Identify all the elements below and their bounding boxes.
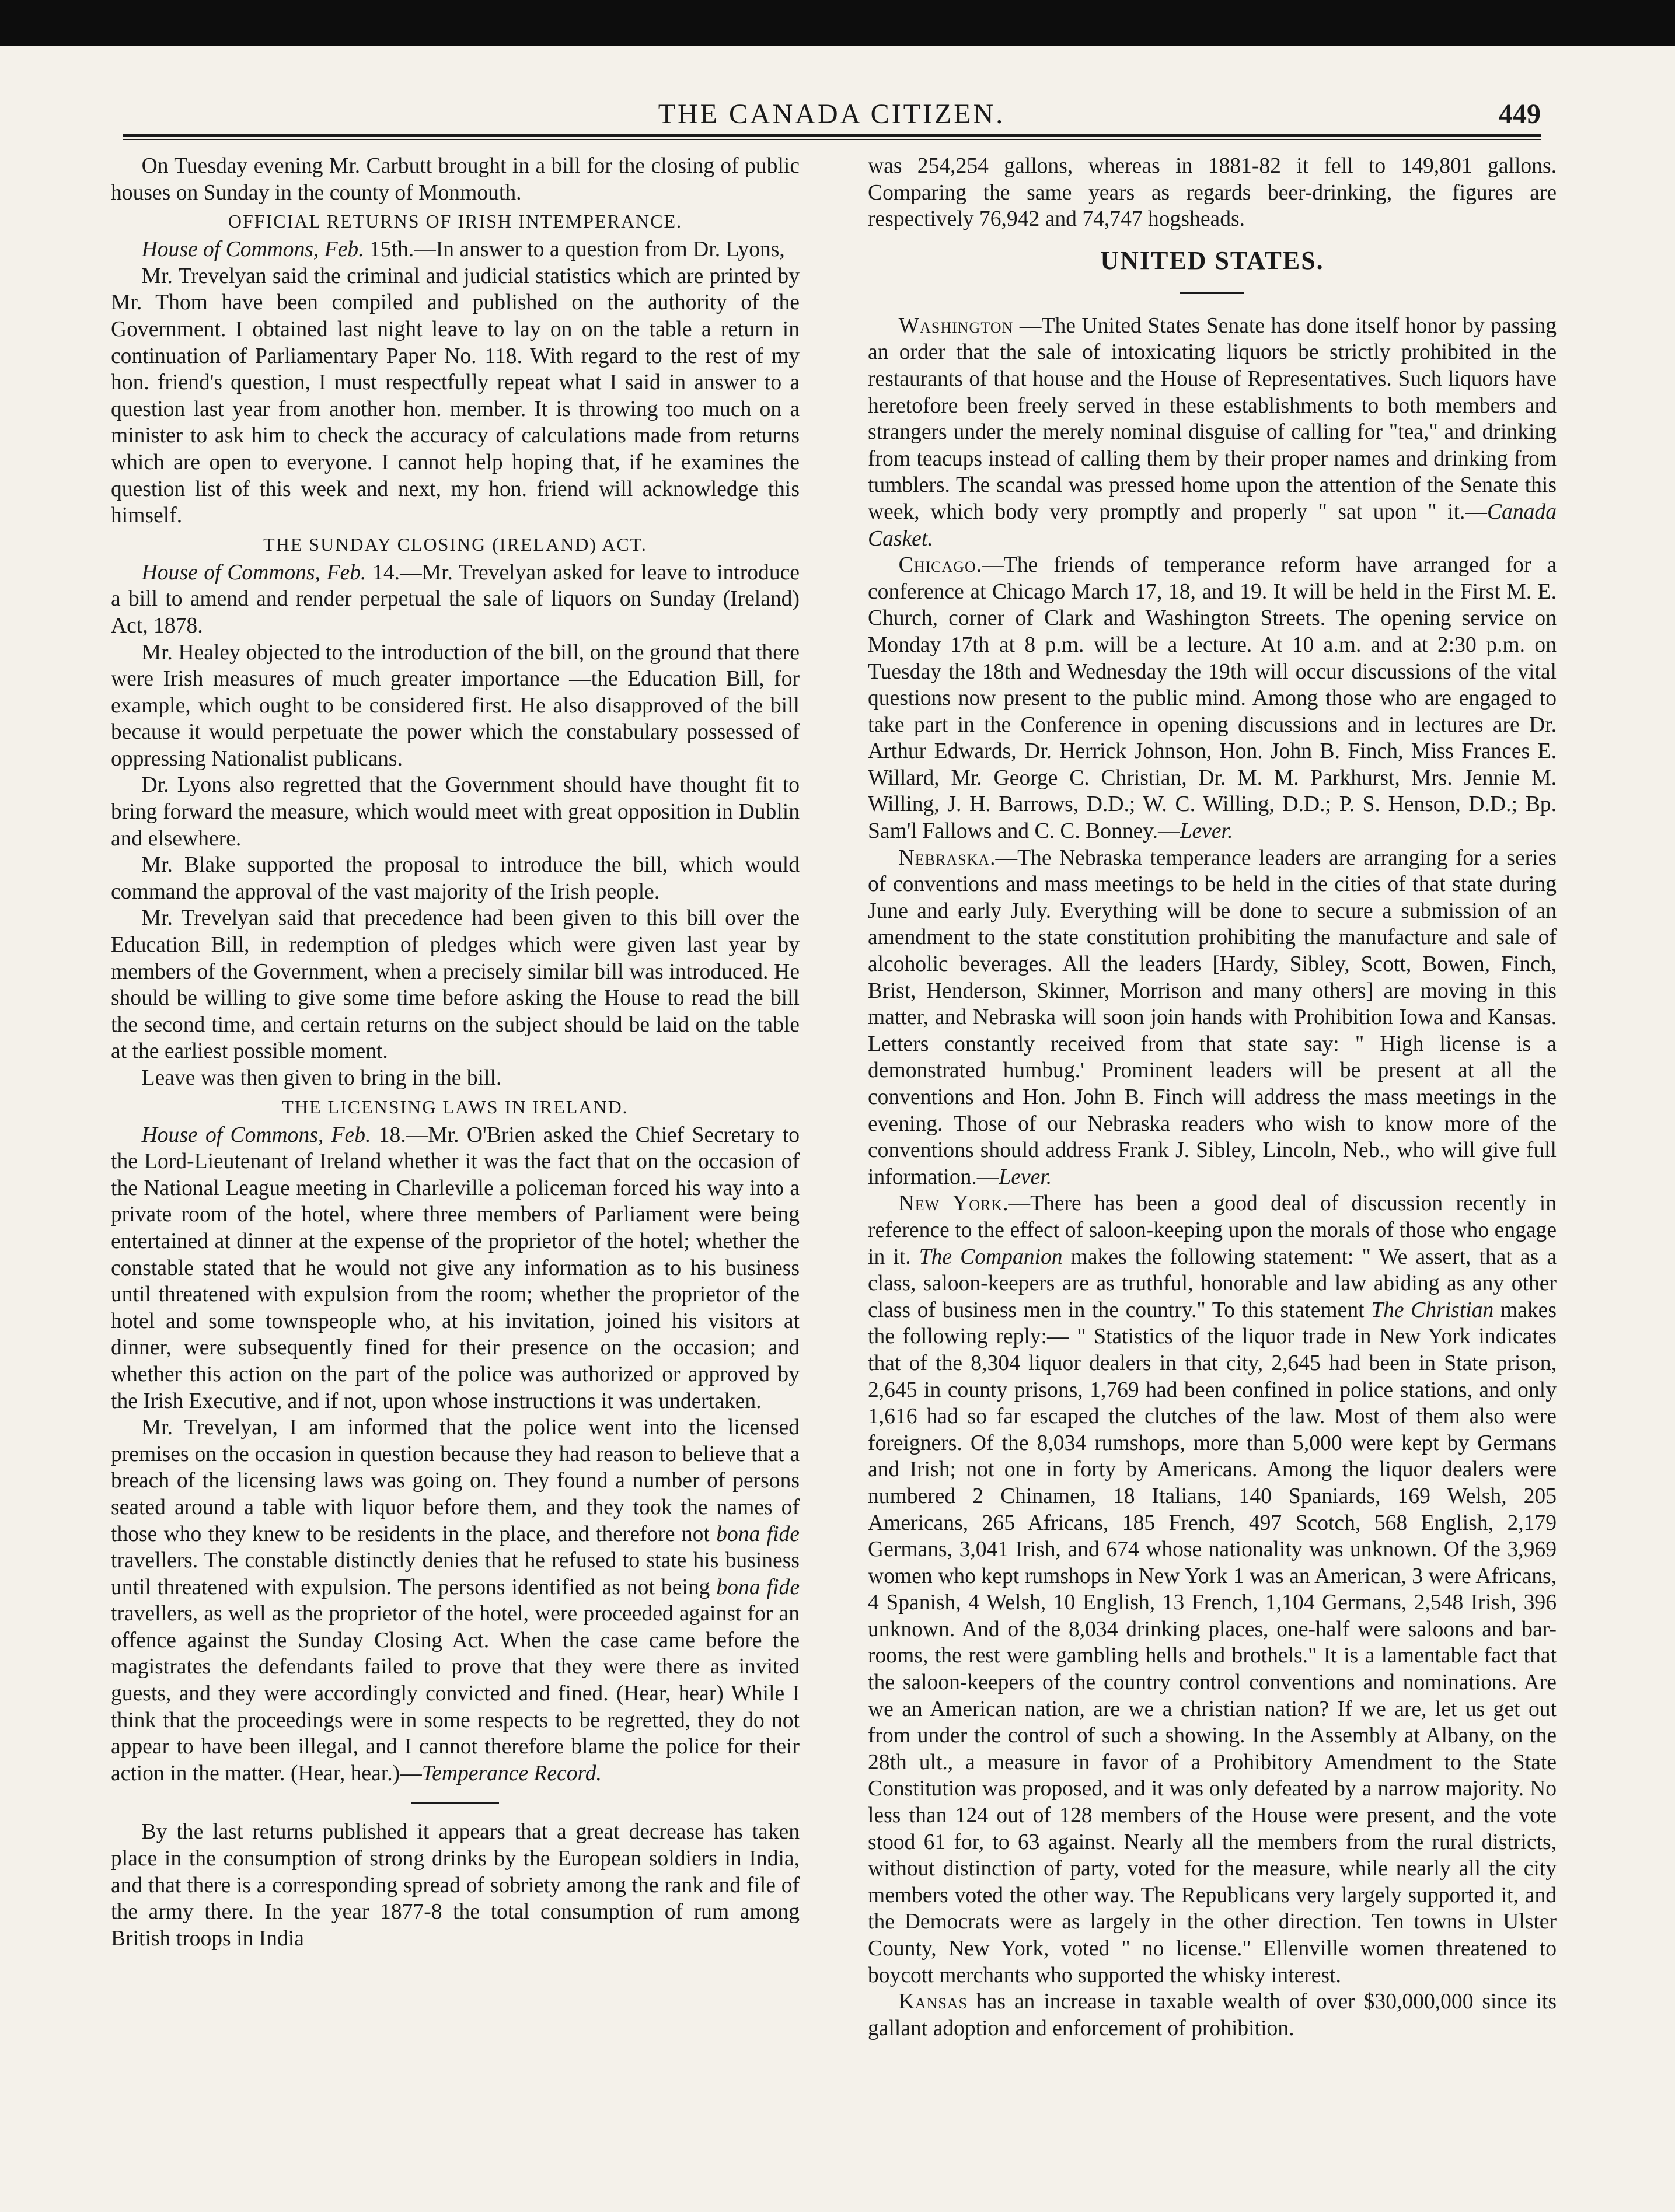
source-credit: Lever. bbox=[999, 1165, 1052, 1189]
source-credit: Temperance Record. bbox=[421, 1761, 602, 1785]
citation: House of Commons, Feb. bbox=[141, 237, 364, 262]
paragraph: Mr. Trevelyan said the criminal and judicial statistics which are printed by Mr. Thom have been compiled and published on the authority of the Government. I obtained last night leave to lay on on the table a return in continuation of Parliamentary Paper No. 118. With regard to the rest of my hon. friend's question, I must respectfully repeat what I said in answer to a question last year from another hon. member. It is throwing too much on a minister to ask him to check the accuracy of calculations made from returns which are open to everyone. I cannot help hoping that, if he examines the question list of this week and next, my hon. friend will acknowledge this himself. bbox=[111, 264, 800, 528]
paragraph: Dr. Lyons also regretted that the Government should have thought fit to bring forward the measure, which would meet with great opposition in Dublin and elsewhere. bbox=[111, 773, 800, 851]
paragraph: House of Commons, Feb. 18.—Mr. O'Brien asked the Chief Secretary to the Lord-Lieutenant of Ireland whether it was the fact that on the occasion of the National League meeting in Charleville a policeman forced his way into a private room of the hotel, where three members of Parliament were being entertained at dinner at the expense of the proprietor of the hotel; whether the constable stated that he would not give any information as to his business until threatened with expulsion from the room; whether the proprietor of the hotel and some townspeople who, at his invitation, joined his visitors at dinner, were subsequently fined for their presence on the occasion; and whether this action on the part of the police was authorized or approved by the Irish Executive, and if not, upon whose instructions it was undertaken. bbox=[111, 1123, 800, 1413]
left-column bbox=[111, 153, 800, 2148]
paragraph: Mr. Healey objected to the introduction of the bill, on the ground that there were Irish measures of much greater importance —the Education Bill, for example, which ought to be considered first. He also disapproved of the bill because it would perpetuate the power which the constabulary possessed of oppressing Nationalist publicans. bbox=[111, 640, 800, 771]
section-title-united-states: UNITED STATES. bbox=[1100, 246, 1324, 275]
section-heading-irish-intemperance: OFFICIAL RETURNS OF IRISH INTEMPERANCE. bbox=[228, 211, 683, 232]
section-heading-licensing-laws: THE LICENSING LAWS IN IRELAND. bbox=[282, 1096, 629, 1117]
paragraph: By the last returns published it appears that a great decrease has taken place in the consumption of strong drinks by the European soldiers in India, and that there is a corresponding spread of sobriety among the rank and file of the army there. In the year 1877-8 the total consumption of rum among British troops in India bbox=[111, 1820, 800, 1951]
header-rule-thin bbox=[123, 139, 1541, 140]
paragraph: House of Commons, Feb. 15th.—In answer to a question from Dr. Lyons, bbox=[141, 237, 785, 262]
paragraph: Mr. Blake supported the proposal to introduce the bill, which would command the approval of the vast majority of the Irish people. bbox=[111, 853, 800, 904]
page-number: 449 bbox=[1499, 99, 1541, 130]
paragraph: House of Commons, Feb. 14.—Mr. Trevelyan asked for leave to introduce a bill to amend and render perpetual the sale of liquors on Sunday (Ireland) Act, 1878. bbox=[111, 560, 800, 638]
paragraph: Leave was then given to bring in the bill. bbox=[141, 1066, 502, 1090]
continued-paragraph: was 254,254 gallons, whereas in 1881-82 it fell to 149,801 gallons. Comparing the same years as regards beer-drinking, the figures are respectively 76,942 and 74,747 hogsheads. bbox=[868, 154, 1557, 232]
header-rule-thick bbox=[123, 134, 1541, 137]
section-divider bbox=[411, 1802, 499, 1804]
news-item-chicago: Chicago.—The friends of temperance reform have arranged for a conference at Chicago March 17, 18, and 19. It will be held in the First M. E. Church, corner of Clark and Washington Streets. The opening service on Monday 17th at 8 p.m. will be a lecture. At 10 a.m. and at 2:30 p.m. on Tuesday the 18th and Wednesday the 19th will occur discussions of the vital questions now present to the public mind. Among those who are engaged to take part in the Conference in opening discussions and in lectures are Dr. Arthur Edwards, Dr. Herrick Johnson, Hon. John B. Finch, Miss Frances E. Willard, Mr. George C. Christian, Dr. M. M. Parkhurst, Mrs. Jennie M. Willing, J. H. Barrows, D.D.; W. C. Willing, D.D.; P. S. Henson, D.D.; Bp. Sam'l Fallows and C. C. Bonney.—Lever. bbox=[868, 553, 1557, 844]
news-item-washington: Washington —The United States Senate has done itself honor by passing an order that the sale of intoxicating liquors be strictly prohibited in the restaurants of that house and the House of Representatives. Such liquors have heretofore been freely served in these establishments to both members and strangers under the merely nominal disguise of calling for "tea," and drinking from teacups instead of calling them by their proper names and drinking from tumblers. The scandal was pressed home upon the attention of the Senate this week, which body very promptly and properly " sat upon " it.—Canada Casket. bbox=[868, 313, 1557, 551]
journal-title: THE CANADA CITIZEN. bbox=[658, 99, 1006, 130]
news-item-nebraska: Nebraska.—The Nebraska temperance leaders are arranging for a series of conventions and mass meetings to be held in the cities of that state during June and early July. Everything will be done to secure a submission of an amendment to the state constitution prohibiting the manufacture and sale of alcoholic beverages. All the leaders [Hardy, Sibley, Scott, Bowen, Finch, Brist, Henderson, Skinner, Morrison and many others] are moving in this matter, and Nebraska will soon join hands with Prohibition Iowa and Kansas. Letters constantly received from that state say: " High license is a demonstrated humbug.' Prominent leaders will be present at all the conventions and Hon. John B. Finch will address the mass meetings in the evening. Those of our Nebraska readers who wish to know more of the conventions should address Frank J. Sibley, Lincoln, Neb., who will give full information.—Lever. bbox=[868, 845, 1557, 1189]
section-heading-sunday-closing: THE SUNDAY CLOSING (IRELAND) ACT. bbox=[263, 533, 647, 555]
right-column bbox=[868, 153, 1557, 2148]
source-credit: Lever. bbox=[1180, 819, 1233, 844]
citation: House of Commons, Feb. bbox=[141, 1123, 371, 1147]
source-credit: Canada Casket. bbox=[868, 499, 1557, 551]
intro-paragraph: On Tuesday evening Mr. Carbutt brought in a bill for the closing of public houses on Sunday in the county of Monmouth. bbox=[111, 154, 800, 205]
news-item-kansas: Kansas has an increase in taxable wealth of over $30,000,000 since its gallant adoption and enforcement of prohibition. bbox=[868, 1990, 1557, 2040]
page-header bbox=[123, 98, 1541, 139]
paragraph: Mr. Trevelyan said that precedence had been given to this bill over the Education Bill, in redemption of pledges which were given last year by members of the Government, when a precisely similar bill was introduced. He should be willing to give some time before asking the House to read the bill the second time, and certain returns on the subject should be laid on the table at the earliest possible moment. bbox=[111, 906, 800, 1064]
citation: House of Commons, Feb. bbox=[141, 560, 367, 585]
news-item-new-york: New York.—There has been a good deal of discussion recently in reference to the effect of saloon-keeping upon the morals of those who engage in it. The Companion makes the following statement: " We assert, that as a class, saloon-keepers are as truthful, honorable and law abiding as any other class of business men in the country." To this statement The Christian makes the following reply:— " Statistics of the liquor trade in New York indicates that of the 8,304 liquor dealers in that city, 2,645 had been in State prison, 2,645 in county prisons, 1,769 had been confined in police stations, and only 1,616 had so far escaped the clutches of the law. Most of them also were foreigners. Of the 8,034 rumshops, more than 5,000 were kept by Germans and Irish; not one in forty by Americans. Among the liquor dealers were numbered 2 Chinamen, 18 Italians, 140 Spaniards, 169 Welsh, 205 Americans, 265 Africans, 185 French, 497 Scotch, 568 English, 2,179 Germans, 3,041 Irish, and 674 whose nationality was unknown. Of the 3,969 women who kept rumshops in New York 1 was an American, 3 were Africans, 4 Spanish, 4 Welsh, 10 English, 13 French, 1,104 Germans, 2,548 Irish, 396 unknown. And of the 8,034 drinking places, one-half were saloons and bar-rooms, the rest were gambling hells and brothels." It is a lamentable fact that the saloon-keepers of the country control conventions and nominations. Are we an American nation, are we a christian nation? If we are, let us get out from under the control of such a showing. In the Assembly at Albany, on the 28th ult., a measure in favor of a Prohibitory Amendment to the State Constitution was proposed, and it was only defeated by a narrow majority. No less than 124 out of 128 members of the House were present, and the vote stood 61 for, to 63 against. Nearly all the members from the rural districts, without distinction of party, voted for the measure, while nearly all the city members voted the other way. The Republicans very largely supported it, and the Democrats were as largely in the other direction. Ten towns in Ulster County, New York, voted " no license." Ellenville women threatened to boycott merchants who supported the whisky interest. bbox=[868, 1191, 1557, 1987]
paragraph: Mr. Trevelyan, I am informed that the police went into the licensed premises on the occasion in question because they had reason to believe that a breach of the licensing laws was going on. They found a number of persons seated around a table with liquor before them, and they took the names of those who they knew to be residents in the place, and therefore not bona fide travellers. The constable distinctly denies that he refused to state his business until threatened with expulsion. The persons identified as not being bona fide travellers, as well as the proprietor of the hotel, were proceeded against for an offence against the Sunday Closing Act. When the case came before the magistrates the defendants failed to prove that they were there as invited guests, and they were accordingly convicted and fined. (Hear, hear) While I think that the proceedings were in some respects to be regretted, they do not appear to have been illegal, and I cannot therefore blame the police for their action in the matter. (Hear, hear.)—Temperance Record. bbox=[111, 1416, 800, 1785]
scan-top-border bbox=[0, 0, 1675, 46]
title-underline bbox=[1180, 292, 1244, 294]
